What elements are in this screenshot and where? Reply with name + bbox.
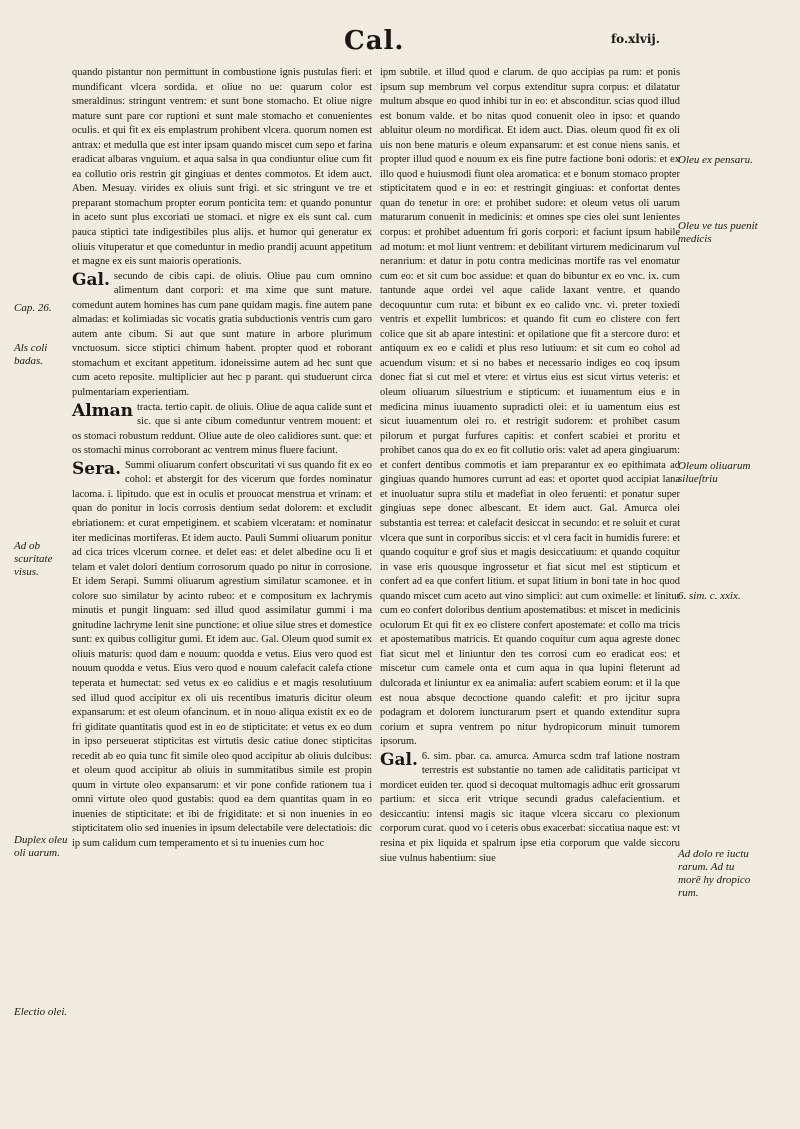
paragraph: quando pistantur non permittunt in combustione ignis pustulas fieri: et mundificant vlcera sordida. et oliue no ue: quarum color est smeraldinus: stringunt ventrem: et sunt bone stomacho. Et oliue nigre mature sunt pare cor ruptioni et sunt male stomacho et conuenientes oculis. et qui fit ex eis emplastrum prohibent vlcera. quorum nomen est antrax: et medulla que est inter ipsam quando miscet cum sepo et farina eradicat albaras vnguium. et aqua salsa in qua condiuntur oliue cum fit ea collutio oris restrin git gingiuas et dentes commotos. Et idem auct. Aben. Mesuay. virides ex oliuis sunt frigi. et sic stringunt ve tre et preparant stomachum propter eorum ponticita tem: et quando ponuntur in aceto sunt plus excoriati ue stomaci. et nigre ex eis sunt cal. cum pauca stiptici tate indigestibiles plus alijs. et humor qui generatur ex oliuis vituperatur et que comeduntur in medio prandij acuunt appetitum et magne ex eis sunt maioris operationis. [72, 67, 372, 268]
left-text-column [72, 66, 372, 852]
paragraph-almansor [72, 401, 372, 459]
margin-note-electio: Electio olei. [14, 1006, 68, 1018]
margin-note-sim: 6. sim. c. xxix. [678, 590, 741, 602]
running-head: Cal. [344, 26, 405, 56]
margin-note-vetus: Oleu ve tus puenit medicis [678, 220, 758, 245]
section-heading: Gal. [380, 749, 418, 770]
section-heading: Sera. [72, 458, 121, 479]
margin-note-expensarum: Oleu ex pensaru. [678, 154, 753, 166]
margin-note-dolore: Ad dolo re iuctu rarum. Ad tu morē hy dropico rum. [678, 848, 751, 899]
right-text-column [380, 66, 680, 866]
paragraph-text: 6. sim. pbar. ca. amurca. Amurca scdm traf latione nostram terrestris est substantie no tamen ade caliditatis participat vt mordicet euiden ter. quod si decoquat multomagis adhuc erit grossarum partium: et sicca erit vtrique secundi gradus calefacientium. et desiccantiu: intensi magis sic itaque vlcera siccaru co plexionum corporum curat. quod vo i ceteris obus exacerbat: siccatiua naque est: vt resina et pix liquida et spalrum ipse etia corporum que valde siccoru siue vulnus habentium: siue [380, 750, 680, 864]
section-heading: Gal. [72, 269, 110, 290]
paragraph-text: secundo de cibis capi. de oliuis. Oliue pau cum omnino alimentum dant corpori: et ma xime que sunt mature. comedunt autem homines has cum pane quidam magis. fine autem pane almadas: et kolimiadas sic vocatis gratia subductionis ventris cum garo autem ante cibum. Si aut que sunt mature in arbore plurimum vnctuosum. sicce stiptici chimum habent. propter quod et roborant stomachum et excitant appetitum. idoneissime autem ad hec sunt que cum aceto reposite. multiplicier aut hec p parant. qui studuerunt circa pulmentariam experientiam. [72, 270, 372, 399]
folio-number: fo.xlvij. [611, 32, 660, 46]
margin-note-siluestrium: Oleum oliuarum silueſtriu [678, 460, 751, 485]
paragraph-text: tracta. tertio capit. de oliuis. Oliue de aqua calide sunt et sic. que si ante cibum comeduntur ventrem mouent: et os stomaci robustum reddunt. Oliue aute de oleo calidiores sunt. que: et os stomachi minus corroborant ac ventrem minus fluere faciunt. [72, 401, 372, 457]
paragraph-galen [72, 270, 372, 401]
section-heading: Alman [72, 400, 134, 421]
paragraph: ipm subtile. et illud quod e clarum. de quo accipias pa rum: et ponis ipsum sup membrum vel corpus extenditur supra corpus: et dilatatur multum absque eo quod inhibi tur in eo: et absconditur. scias quod illud est bonum valde. et bo nitas quod conuenit oleo in ipso: et quando abluitur oleum no mordificat. Et idem auct. Dias. oleum quod fit ex oli uis non bene maturis e oleum expansarum: et est conue niens sanis. et propter illud quod e nouum ex eis fine putre factione boni odoris: et ex illo quod e huiusmodi fiunt olea aromatica: et e bonum stomaco propter stipticitatem quod e in eo: et restringit gingiuas: et confortat dentes quan do tenetur in ore: et prohibet sudore: et oleum vetus oli uarum maturarum conuenit in medicinis: et omnes spe cies olei sunt lenientes corpus: et prohibet aduentum fri goris corpori: et faciunt ipsum habile ad motum: et mol liunt ventrem: et debilitant virturem medicinarum vul neranrium: et datur in potu contra medicinas mortife ras vel enomatur cum eo: et sit cum boc assidue: et quan do bibuntur ex eo vnc. ix. cum tantunde aque ordei vel aque calide laxant ventre. et quando decoquuntur cum ruta: et bibunt ex eo calido vnc. vi. preter toxiedi ventris et expellit lumbricos: et quando fit cum eo clistere con fert colice que sit ab apare intestini: et opilatione que fit a stercore duro: et antiquum ex eo e calidi et plus reso lutiuum: et sit cum eo cohol ad acuendum visum: et si no babes et necessario indiges eo coq ipsum donec fiat si cut mel et vtere: et virtus eius est sicut virtus veteris: et oleum oliuarum siluestrium e stipticum: et iuuamentum eius e in medicina minus iuuamento supradicti olei: et iu uamentum eius est sicut iuuamentum olei ro. et restrigit sudorem: et prohibet casum pilorum et purgat furfures capitis: et confert scabiei et proritu et prohibet canos qua do ex eo fit collutio oris: valet ad apera gingiuarum: et confert dentibus commotis et iam preparantur ex eo epithimata ad gingiuas quando humores currunt ad eas: et oportet quod accipiat lana et inuoluatur supra stilu et madefiat in oleo feruenti: et ponatur super gingiuas sepe donec albescant. Et idem auct. Gal. Amurca olei substantia est terrea: et calefacit desiccat in secundo: et re soluit et curat vlcera que sunt in corporibus siccis: et vl cera facit in humidis furere: et quando coquitur e grof sius et magis desiccatiuum: et quando coquitur in vase eris quousque ingrossetur et fiat sicut mel est stipticum et confert ad ea que confert litium. et supat litium in boni tate in hoc quod quando miscet cum aceto aut vino simplici: aut cum oximelle: et linitur cum eo confert doloribus dentium apostematibus: et miscet in medicinis oculorum Et qui fit ex eo clistere confert apostemate: et collo ma tricis et apostematibus matricis. Et quando coquitur cum aqua agreste donec fiat sicut mel et liniuntur den tes corrosi cum eo eradicat eos: et miscetur cum camele onta et cum aqua in qua lupini fleterunt ad dulcorada et liniuntur ex ea animalia: aufert scabiem eorum: et il la que est noua absque decoctione quando calefit: et pro ijcitur supra podagram et dolorem iuncturarum psert et quando extenditur supra corium et supra ventrem po nitur hydropicorum minuit tumorem ipsorum. [380, 67, 680, 748]
paragraph-galen-amurca [380, 750, 680, 866]
paragraph-text: Summi oliuarum confert obscuritati vi sus quando fit ex eo cohol: et abstergit for des vicerum que fordes nominatur lacoma. i. lipitudo. que est in oculis et prouocat menstrua et vrinam: et quan do ponitur in locis corrosis dentium sedat dolorem: et excludit ebriationem: et curat empetiginem. et scabiem vlceratam: et nominatur iter medicinas mortiferas. Et idem aucto. Pauli Summi oliuarum ponitur ad cica trices vlcerum cornee. et delet eas: et delet albedine ocu li et telam et valet dolori dentium corrosorum quado po nitur in corrosione. Et idem Serapi. Summi oliuarum agrestium similatur scamonee. et in colore suo similatur by acinto rubeo: et e compositum ex lachrymis minutis et pungit linguam: sed illud quod assimilatur gummi i ma gnitudine lachryme lenit sine punctione: et oliue silue stres et domestice sunt: ex quibus colligitur gumi. Et idem auc. Gal. Oleum quod sumit ex oliuis maturis: quod dam e nouum: quodda e vetus. Eius vero quod est nouum quodda e vetus. Eius vero quod e nouum calefacit calefa ctione teperata et humectat: sed vetus ex eo calidius e et magis resolutiuum sed illud quod accipitur ex oli uis recentibus imaturis dicitur oleum expansarum: et est oleum ofancinum. et in nouo aliqua existit ex eo de fri giditate quantitatis quod est in eo de stipticitate: et vetus ex eo dum in ipso perseuerat stipticitas est virtutis desic catiue donec stipticitas recedit ab eo quia tunc fit simile oleo quod accipitur ab oliuis dulcibus: et oleum quod accipitur ab oliuis in summitatibus simile est propin quum in virtute oleo expansarum: et vir pone confide rationem tua i omni virtute oleo quod gustabis: quod ea dem quantitas quam in eo inuenies de stipticitate: et ibi de frigiditate: et si non inuenies in eo stipticitatem olio sed inuenies in ipsum delectabile vere delectatiois: dic ip sum calidum cum temperamento et si tu inuenies cum hoc [72, 459, 372, 849]
margin-note-duplex: Duplex oleu oli uarum. [14, 834, 68, 859]
paragraph-serapion [72, 459, 372, 852]
margin-note-obscuritate: Ad ob scuritate visus. [14, 540, 53, 578]
margin-note-almadas: Als coli badas. [14, 342, 48, 367]
margin-note-cap: Cap. 26. [14, 302, 52, 314]
